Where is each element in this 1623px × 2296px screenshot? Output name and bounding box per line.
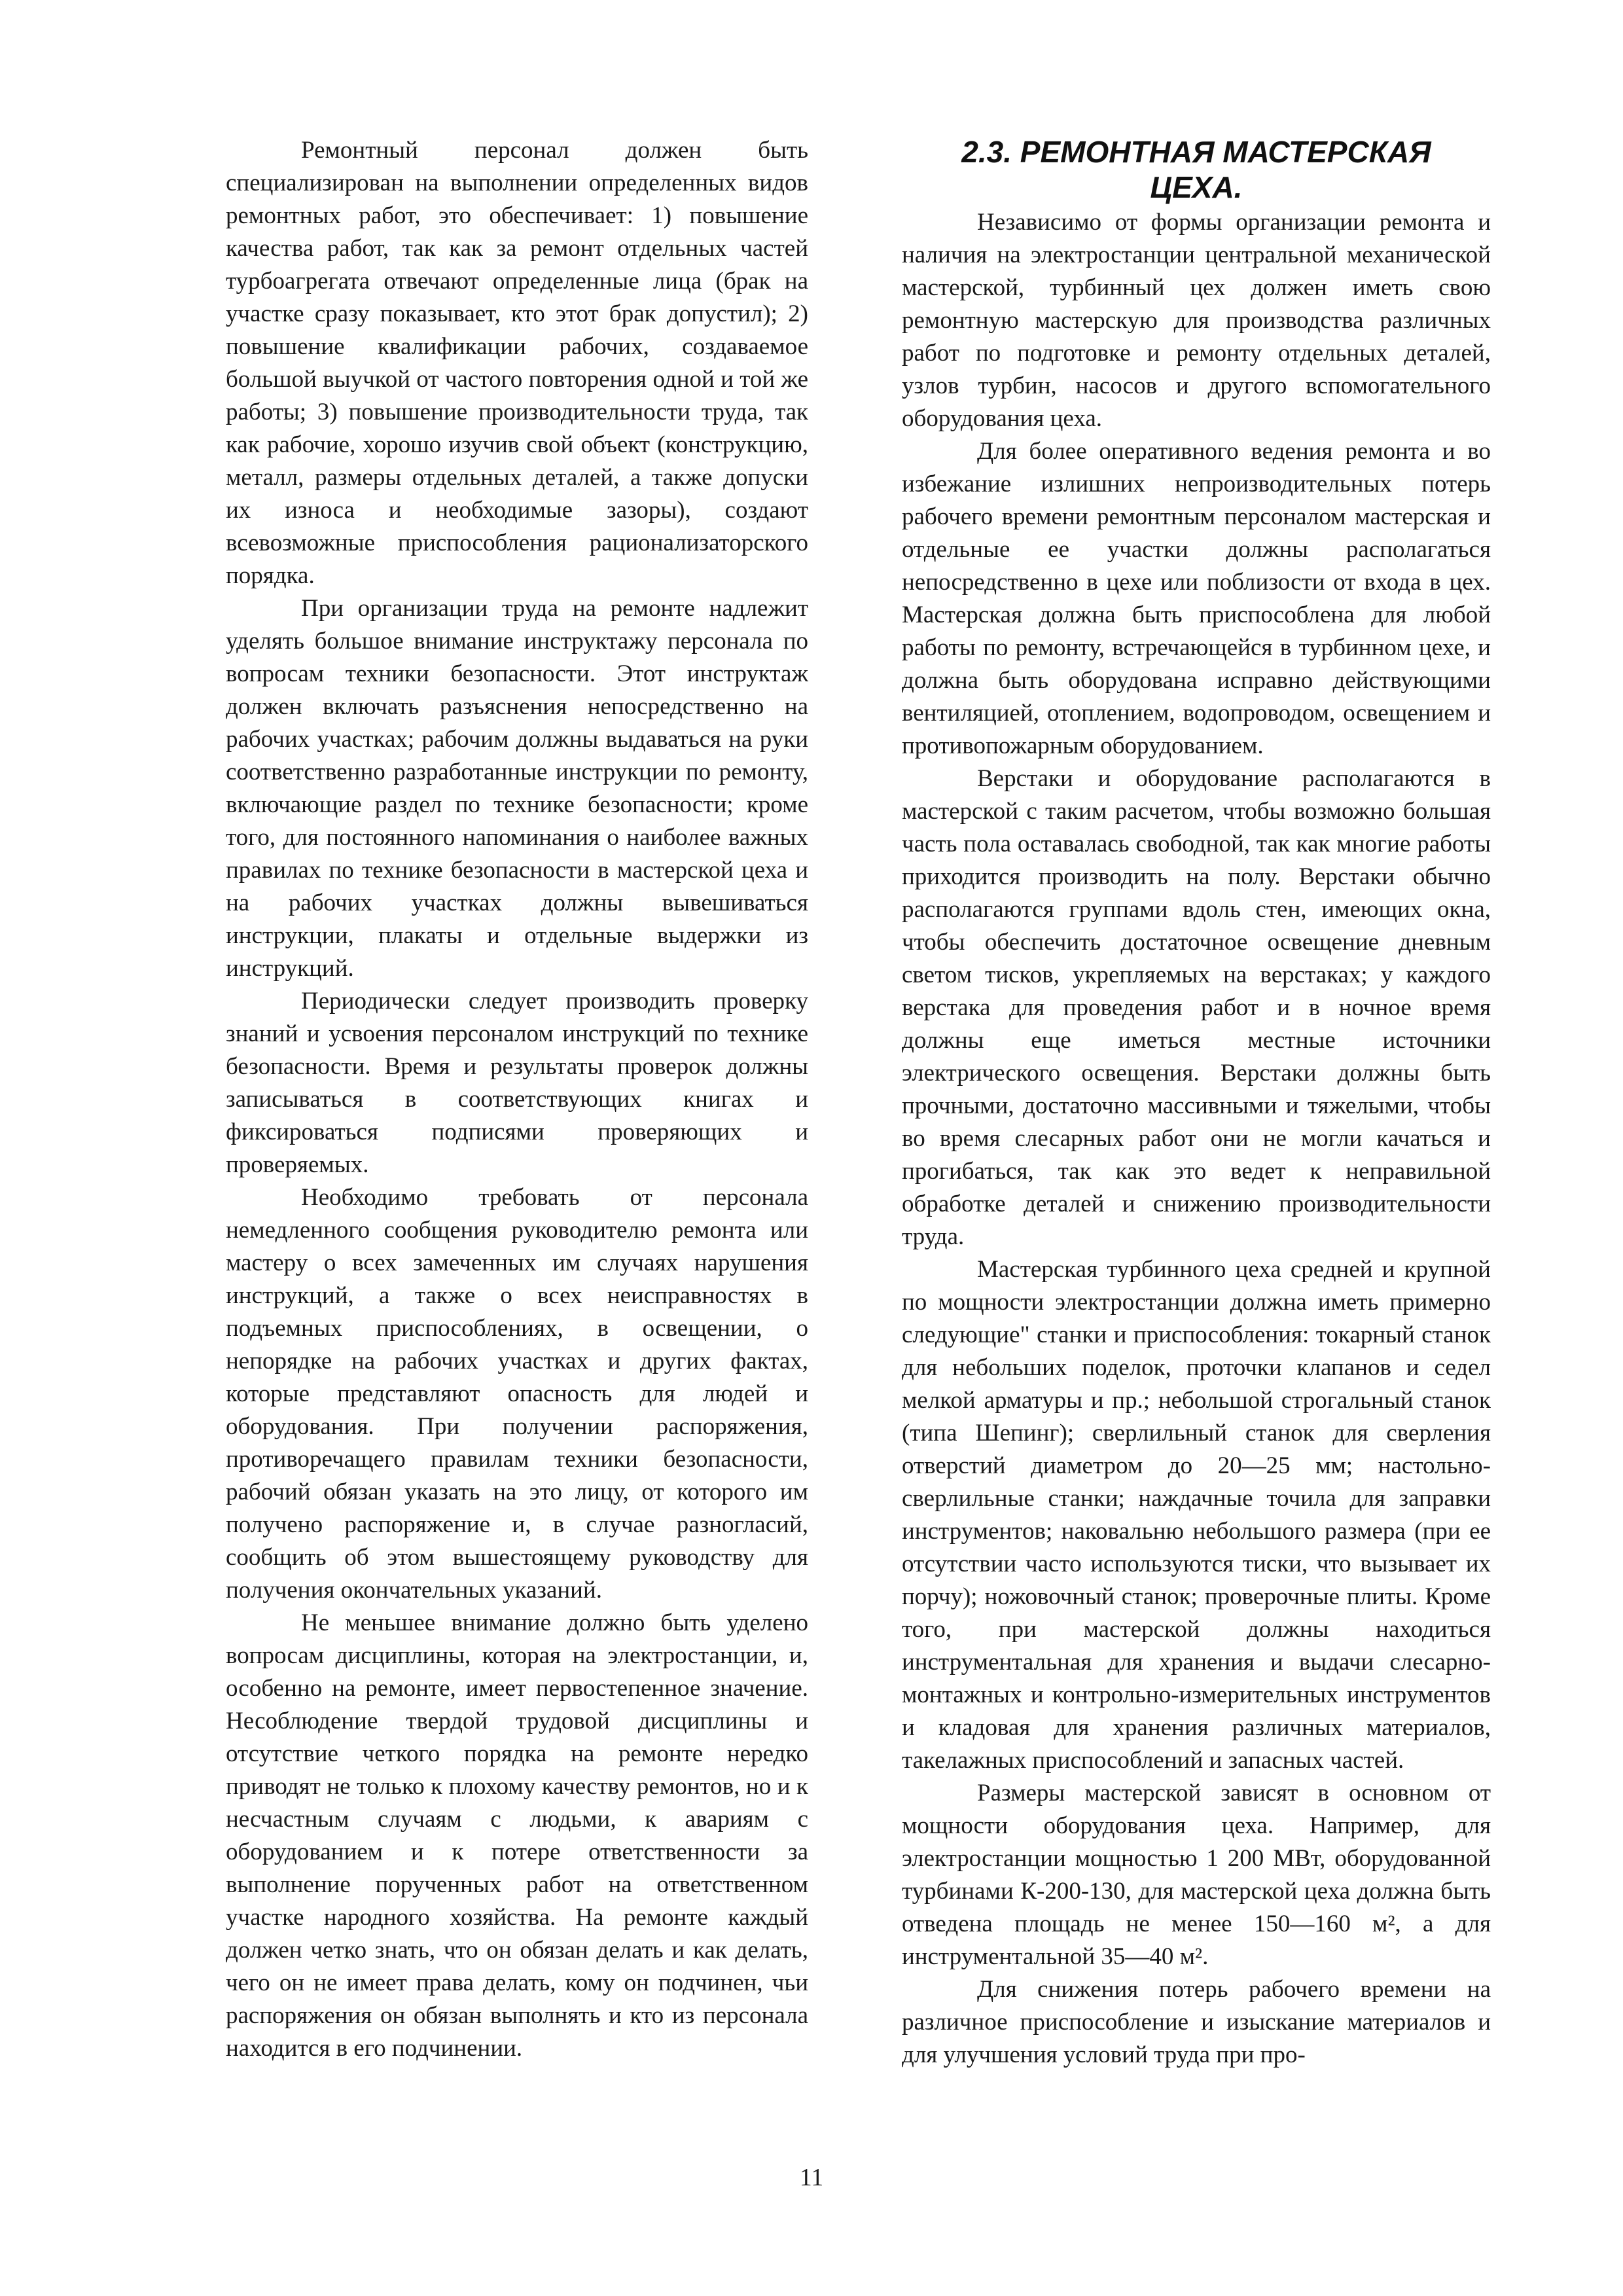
- right-column: [902, 134, 1491, 2072]
- paragraph: Верстаки и оборудование располагаются в мастерской с таким расчетом, чтобы возможно большая часть пола оставалась свободной, так как многие работы приходится производить на полу. Верстаки обычно располагаются группами вдоль стен, имеющих окна, чтобы обеспечить достаточное освещение дневным светом тисков, укрепляемых на верстаках; у каждого верстака для проведения работ и в ночное время должны еще иметься местные источники электрического освещения. Верстаки должны быть прочными, достаточно массивными и тяжелыми, чтобы во время слесарных работ они не могли качаться и прогибаться, так как это ведет к неправильной обработке деталей и снижению производительности труда.: [902, 765, 1491, 1250]
- paragraph: Мастерская турбинного цеха средней и крупной по мощности электростанции должна иметь примерно следующие" станки и приспособления: токарный станок для небольших поделок, проточки клапанов и седел мелкой арматуры и пр.; небольшой строгальный станок (типа Шепинг); сверлильный станок для сверления отверстий диаметром до 20—25 мм; настольно-сверлильные станки; наждачные точила для заправки инструментов; наковальню небольшого размера (при ее отсутствии часто используются тиски, что вызывает их порчу); ножовочный станок; проверочные плиты. Кроме того, при мастерской должны находиться инструментальная для хранения и выдачи слесарно-монтажных и контрольно-измерительных инструментов и кладовая для хранения различных материалов, такелажных приспособлений и запасных частей.: [902, 1256, 1491, 1774]
- section-heading: [902, 134, 1491, 205]
- left-column: [226, 134, 808, 2065]
- section-heading-line2: ЦЕХА.: [1150, 170, 1243, 204]
- paragraph: Необходимо требовать от персонала немедленного сообщения руководителю ремонта или мастеру о всех замеченных им случаях нарушения инструкций, а также о всех неисправностях в подъемных приспособлениях, в освещении, о непорядке на рабочих участках и других фактах, которые представляют опасность для людей и оборудования. При получении распоряжения, противоречащего правилам техники безопасности, рабочий обязан указать на это лицу, от которого им получено распоряжение и, в случае разногласий, сообщить об этом вышестоящему руководству для получения окончательных указаний.: [226, 1184, 808, 1604]
- paragraph: Независимо от формы организации ремонта и наличия на электростанции центральной механической мастерской, турбинный цех должен иметь свою ремонтную мастерскую для производства различных работ по подготовке и ремонту отдельных деталей, узлов турбин, насосов и другого вспомогательного оборудования цеха.: [902, 209, 1491, 432]
- section-heading-line1: 2.3. РЕМОНТНАЯ МАСТЕРСКАЯ: [961, 135, 1431, 169]
- paragraph: Размеры мастерской зависят в основном от мощности оборудования цеха. Например, для электростанции мощностью 1 200 МВт, оборудованной турбинами К-200-130, для мастерской цеха должна быть отведена площадь не менее 150—160 м², а для инструментальной 35—40 м².: [902, 1780, 1491, 1970]
- paragraph: Не меньшее внимание должно быть уделено вопросам дисциплины, которая на электростанции, и, особенно на ремонте, имеет первостепенное значение. Несоблюдение твердой трудовой дисциплины и отсутствие четкого порядка на ремонте нередко приводят не только к плохому качеству ремонтов, но и к несчастным случаям с людьми, к авариям с оборудованием и к потере ответственности за выполнение порученных работ на ответственном участке народного хозяйства. На ремонте каждый должен четко знать, что он обязан делать и как делать, чего он не имеет права делать, кому он подчинен, чьи распоряжения он обязан выполнять и кто из персонала находится в его подчинении.: [226, 1609, 808, 2062]
- paragraph: Для более оперативного ведения ремонта и во избежание излишних непроизводительных потерь рабочего времени ремонтным персоналом мастерская и отдельные ее участки должны располагаться непосредственно в цехе или поблизости от входа в цех. Мастерская должна быть приспособлена для любой работы по ремонту, встречающейся в турбинном цехе, и должна быть оборудована исправно действующими вентиляцией, отоплением, водопроводом, освещением и противопожарным оборудованием.: [902, 438, 1491, 759]
- page-number: 11: [799, 2164, 824, 2191]
- paragraph: Периодически следует производить проверку знаний и усвоения персоналом инструкций по технике безопасности. Время и результаты проверок должны записываться в соответствующих книгах и фиксироваться подписями проверяющих и проверяемых.: [226, 988, 808, 1178]
- paragraph: При организации труда на ремонте надлежит уделять большое внимание инструктажу персонала по вопросам техники безопасности. Этот инструктаж должен включать разъяснения непосредственно на рабочих участках; рабочим должны выдаваться на руки соответственно разработанные инструкции по ремонту, включающие раздел по технике безопасности; кроме того, для постоянного напоминания о наиболее важных правилах по технике безопасности в мастерской цеха и на рабочих участках должны вывешиваться инструкции, плакаты и отдельные выдержки из инструкций.: [226, 595, 808, 982]
- paragraph: Ремонтный персонал должен быть специализирован на выполнении определенных видов ремонтных работ, это обеспечивает: 1) повышение качества работ, так как за ремонт отдельных частей турбоагрегата отвечают определенные лица (брак на участке сразу показывает, кто этот брак допустил); 2) повышение квалификации рабочих, создаваемое большой выучкой от частого повторения одной и той же работы; 3) повышение производительности труда, так как рабочие, хорошо изучив свой объект (конструкцию, металл, размеры отдельных деталей, а также допуски их износа и необходимые зазоры), создают всевозможные приспособления рационализаторского порядка.: [226, 137, 808, 589]
- paragraph: Для снижения потерь рабочего времени на различное приспособление и изыскание материалов и для улучшения условий труда при про-: [902, 1976, 1491, 2068]
